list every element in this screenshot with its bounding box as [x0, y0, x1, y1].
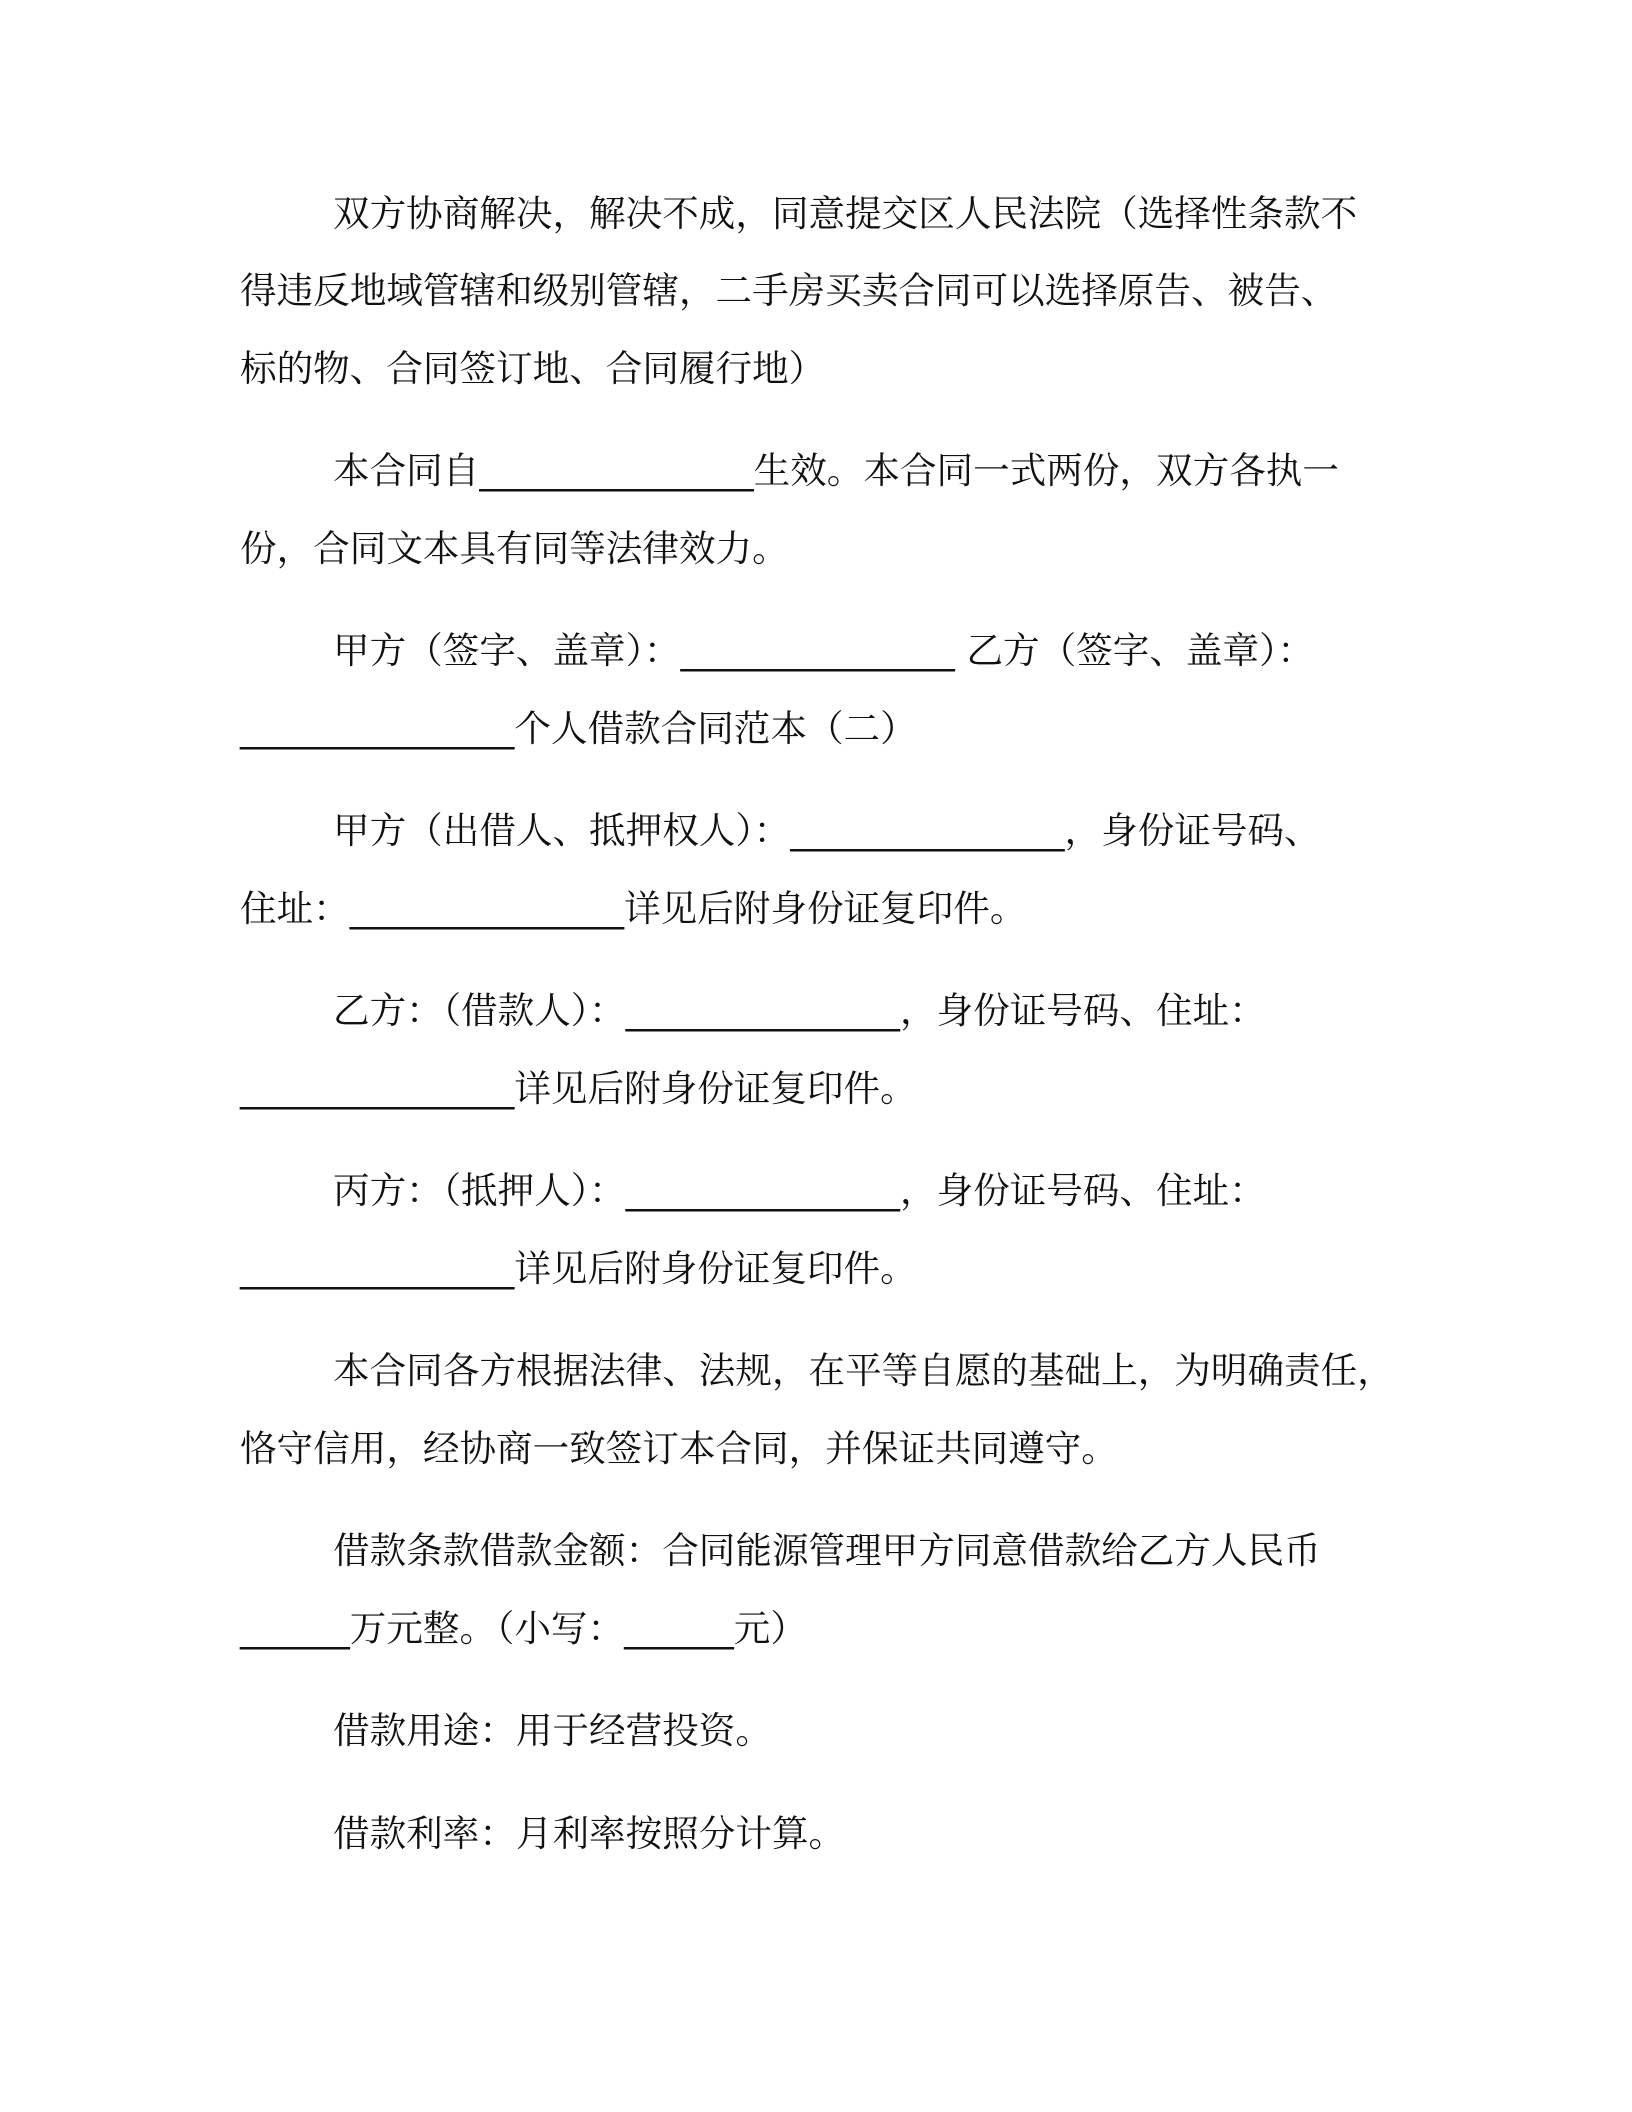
text-line: _______________个人借款合同范本（二） — [240, 706, 917, 750]
text-line: 恪守信用，经协商一致签订本合同，并保证共同遵守。 — [240, 1426, 1118, 1470]
text-line: 借款条款借款金额：合同能源管理甲方同意借款给乙方人民币 — [333, 1529, 1321, 1573]
paragraph-interest-rate — [240, 1795, 1632, 1872]
paragraph-signatures — [240, 612, 1632, 767]
text-line: 住址：_______________详见后附身份证复印件。 — [240, 886, 1027, 930]
paragraph-party-b — [240, 972, 1632, 1127]
text-line: 丙方：（抵押人）：_______________，身份证号码、住址： — [333, 1169, 1266, 1213]
text-line: 甲方（出借人、抵押权人）：_______________，身份证号码、 — [333, 809, 1321, 853]
text-line: 双方协商解决，解决不成，同意提交区人民法院（选择性条款不 — [333, 192, 1358, 235]
paragraph-preamble — [240, 1332, 1632, 1487]
paragraph-party-a — [240, 792, 1632, 947]
text-line: 乙方：（借款人）：_______________，身份证号码、住址： — [333, 989, 1266, 1033]
paragraph-effective-date — [240, 432, 1632, 587]
paragraph-dispute-resolution — [240, 175, 1632, 407]
text-line: 甲方（签字、盖章）：_______________ 乙方（签字、盖章）： — [333, 629, 1314, 673]
paragraph-loan-amount — [240, 1512, 1632, 1667]
document-body — [240, 175, 1632, 1872]
paragraph-loan-purpose — [240, 1692, 1632, 1769]
text-line: _______________详见后附身份证复印件。 — [240, 1246, 917, 1290]
text-line: 标的物、合同签订地、合同履行地） — [240, 346, 826, 390]
text-line: _______________详见后附身份证复印件。 — [240, 1066, 917, 1110]
text-line: ______万元整。（小写：______元） — [240, 1606, 807, 1650]
text-line: 本合同各方根据法律、法规，在平等自愿的基础上，为明确责任， — [333, 1349, 1394, 1393]
text-line: 借款利率：月利率按照分计算。 — [333, 1811, 846, 1855]
paragraph-party-c — [240, 1152, 1632, 1307]
text-line: 本合同自_______________生效。本合同一式两份，双方各执一 — [333, 449, 1339, 493]
text-line: 借款用途：用于经营投资。 — [333, 1709, 772, 1753]
text-line: 得违反地域管辖和级别管辖，二手房买卖合同可以选择原告、被告、 — [240, 269, 1338, 313]
text-line: 份，合同文本具有同等法律效力。 — [240, 526, 789, 570]
